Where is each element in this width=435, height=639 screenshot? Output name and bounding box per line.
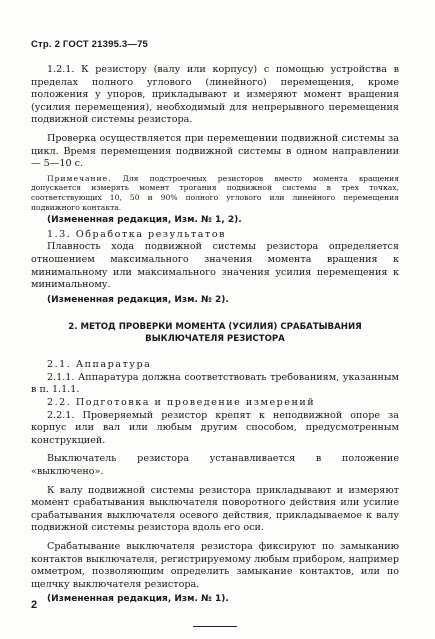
- paragraph-2-1-1: 2.1.1. Аппаратура должна соответствовать требованиям, указанным в п. 1.1.1.: [31, 371, 399, 396]
- paragraph-switch-detect: Срабатывание выключателя резистора фиксируют по замыканию контактов выключателя, регистрируемому любым прибором, например омметром, позволяющим определить замыкание контактов, или по щелчку выключателя резистора.: [31, 541, 399, 590]
- note-label: Примечание.: [47, 173, 112, 183]
- page-number: 2: [31, 599, 38, 611]
- edition-note-3: (Измененная редакция, Изм. № 1).: [47, 594, 229, 605]
- edition-note-2: (Измененная редакция, Изм. № 2).: [47, 294, 229, 305]
- paragraph-cycle-check: Проверка осуществляется при перемещении подвижной системы за цикл. Время перемещения подвижной системы в одном направлении — 5—10 с.: [31, 132, 399, 170]
- paragraph-2-2-1: 2.2.1. Проверяемый резистор крепят к неподвижной опоре за корпус или вал или любым другим способом, предусмотренным конструкцией.: [31, 409, 399, 446]
- note-paragraph: [31, 174, 399, 212]
- subsection-2-1: 2.1. Аппаратура: [47, 359, 152, 371]
- end-rule: [193, 626, 237, 627]
- subsection-2-2: 2.2. Подготовка и проведение измерений: [47, 397, 316, 409]
- page-header: Стр. 2 ГОСТ 21395.3—75: [31, 39, 149, 50]
- paragraph-1-2-1: 1.2.1. К резистору (валу или корпусу) с помощью устройства в пределах полного углового (линейного) перемещения, кроме положения у упоров, прикладывают и измеряют момент вращения (усилия перемещения), необходимый для непрерывного перемещения подвижной системы резистора.: [31, 64, 399, 126]
- paragraph-switch-position: Выключатель резистора устанавливается в положение «выключено».: [31, 453, 399, 478]
- paragraph-smoothness: Плавность хода подвижной системы резистора определяется отношением максимального значения момента вращения к минимальному или максимального значения усилия перемещения к минимальному.: [31, 241, 399, 291]
- document-body: [31, 64, 399, 627]
- note-text: Для подстроечных резисторов вместо момента вращения допускается измерять момент трогания подвижной системы в трех точках, соответствующих 10, 50 и 90% полного углового или линейного перемещения подвижного контакта.: [31, 173, 399, 212]
- paragraph-torque-measure: К валу подвижной системы резистора прикладывают и измеряют момент срабатывания выключателя поворотного действия или усилие срабатывания выключателя осевого действия, прикладываемое к валу подвижной системы резистора вдоль его оси.: [31, 484, 399, 534]
- section-title-line-1: 2. МЕТОД ПРОВЕРКИ МОМЕНТА (УСИЛИЯ) СРАБАТЫВАНИЯ: [68, 322, 362, 333]
- section-title-line-2: ВЫКЛЮЧАТЕЛЯ РЕЗИСТОРА: [145, 333, 285, 344]
- edition-note-1: (Измененная редакция, Изм. № 1, 2).: [47, 215, 242, 226]
- subsection-1-3: 1.3. Обработка результатов: [47, 228, 227, 240]
